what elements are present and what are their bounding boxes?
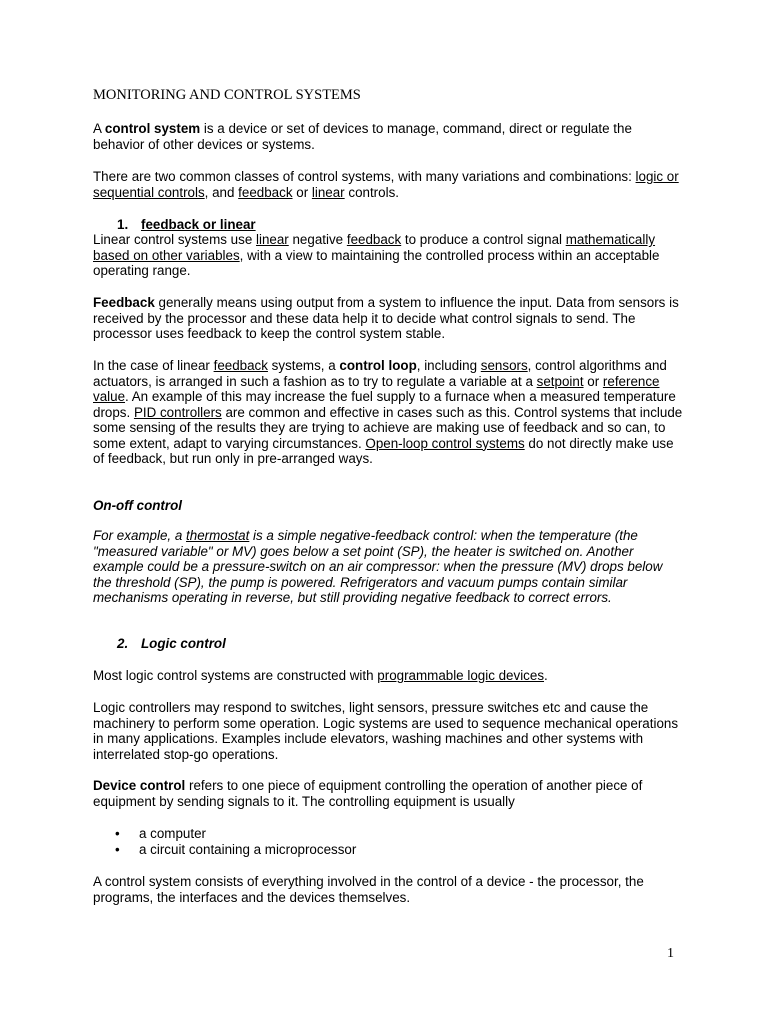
text: Linear control systems use xyxy=(93,232,256,247)
link-thermostat[interactable]: thermostat xyxy=(186,528,250,543)
heading-text: feedback or linear xyxy=(141,217,256,232)
text: . xyxy=(544,668,548,683)
link-programmable-logic-devices[interactable]: programmable logic devices xyxy=(377,668,545,683)
link-mathematically-based[interactable]: mathematically based on other variables xyxy=(93,232,656,263)
bullet-icon: • xyxy=(115,826,120,841)
heading-text: Logic control xyxy=(141,636,226,651)
paragraph-control-system-summary: A control system consists of everything involved in the control of a device - the processor, the programs, the interfaces and the devices themselves. xyxy=(93,874,644,905)
term-device-control: Device control xyxy=(93,778,186,793)
paragraph-logic-controllers: Logic controllers may respond to switches, light sensors, pressure switches etc and cause the machinery to perform some operation. Logic systems are used to sequence mechanical operations in many applications. Examples include elevators, washing machines and other systems with interrelated stop-go operations. xyxy=(93,700,679,762)
text: For example, a xyxy=(93,528,187,543)
link-linear[interactable]: linear xyxy=(311,184,345,200)
text: are common and effective in cases such as this. Control systems that include some sensing of the results they are trying to achieve are making use of feedback and so can, to some extent, adapt to varying circumstances. xyxy=(93,404,683,451)
list-number: 1. xyxy=(117,217,129,232)
link-sensors[interactable]: sensors xyxy=(480,358,528,373)
link-open-loop[interactable]: Open-loop control systems xyxy=(365,435,525,451)
term-feedback: Feedback xyxy=(93,295,155,310)
text: do not directly make use of feedback, but run only in pre-arranged ways. xyxy=(93,435,674,466)
text: is a device or set of devices to manage, command, direct or regulate the behavior of other devices or systems. xyxy=(93,121,632,152)
paragraph-feedback xyxy=(93,295,683,342)
text: Most logic control systems are constructed with xyxy=(93,668,378,683)
term-control-system: control system xyxy=(104,121,201,136)
paragraph-logic-devices xyxy=(93,668,683,684)
link-feedback[interactable]: feedback xyxy=(238,184,293,200)
paragraph-device-control xyxy=(93,778,683,809)
heading-feedback-linear xyxy=(117,217,707,233)
link-logic-sequential[interactable]: logic or sequential controls xyxy=(93,169,679,200)
paragraph-control-loop xyxy=(93,358,683,467)
bullet-icon: • xyxy=(115,842,120,857)
text: . An example of this may increase the fuel supply to a furnace when a measured temperature drops. xyxy=(93,389,676,420)
page-title: MONITORING AND CONTROL SYSTEMS xyxy=(93,87,361,103)
text: There are two common classes of control systems, with many variations and combinations: xyxy=(93,169,636,184)
text: is a simple negative-feedback control: when the temperature (the "measured variable" or MV) goes below a set point (SP), the heater is switched on. Another example could be a pressure-switch on an air compressor: when the pressure (MV) drops below the threshold (SP), the pump is powered. Refrigerators and vacuum pumps contain similar mechanisms operating in reverse, but still providing negative feedback to correct errors. xyxy=(93,528,663,605)
link-reference-value[interactable]: reference value xyxy=(93,373,660,404)
text: controls. xyxy=(344,184,399,200)
text: negative xyxy=(288,232,347,247)
term-control-loop: control loop xyxy=(339,358,417,373)
page-number: 1 xyxy=(667,946,674,961)
text: In the case of linear xyxy=(93,358,214,373)
text: generally means using output from a system to influence the input. Data from sensors is received by the processor and these data help it to decide what control signals to send. The processor uses feedback to keep the control system stable. xyxy=(93,295,679,341)
heading-on-off-control: On-off control xyxy=(93,498,183,513)
text: or xyxy=(292,184,312,200)
list-number: 2. xyxy=(117,636,129,651)
link-feedback[interactable]: feedback xyxy=(213,358,268,373)
text: systems, a xyxy=(267,358,340,373)
text: refers to one piece of equipment controlling the operation of another piece of equipment by sending signals to it. The controlling equipment is usually xyxy=(93,778,643,809)
link-pid-controllers[interactable]: PID controllers xyxy=(133,404,222,420)
text: A xyxy=(93,121,105,136)
text: or xyxy=(583,373,603,389)
list-item: a computer xyxy=(139,826,206,841)
text: , control algorithms and actuators, is arranged in such a fashion as to try to regulate a variable at a xyxy=(93,358,667,389)
paragraph-on-off xyxy=(93,528,683,606)
text: , including xyxy=(416,358,481,373)
heading-logic-control xyxy=(117,636,707,652)
list-item: a circuit containing a microprocessor xyxy=(139,842,357,857)
text: , with a view to maintaining the controlled process within an acceptable operating range. xyxy=(93,247,660,278)
paragraph-linear xyxy=(93,232,683,279)
text: , and xyxy=(204,184,239,200)
text: to produce a control signal xyxy=(401,232,566,247)
paragraph-intro xyxy=(93,121,683,152)
paragraph-classes xyxy=(93,169,683,200)
link-setpoint[interactable]: setpoint xyxy=(536,373,584,389)
link-feedback[interactable]: feedback xyxy=(346,232,402,247)
link-linear[interactable]: linear xyxy=(256,232,289,247)
